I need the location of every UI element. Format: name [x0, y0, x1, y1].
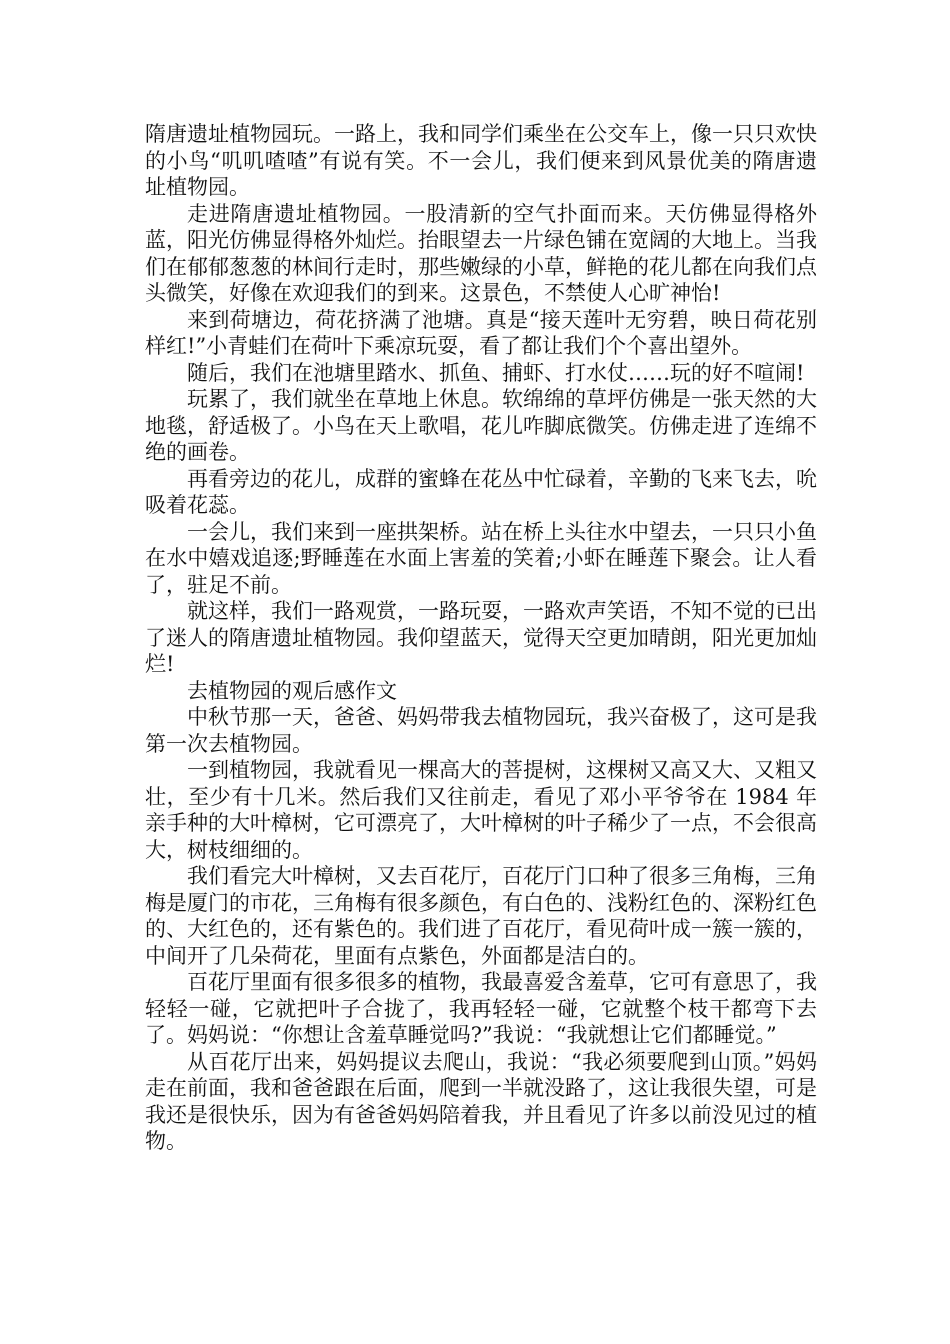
- paragraph-9: 中秋节那一天，爸爸、妈妈带我去植物园玩，我兴奋极了，这可是我第一次去植物园。: [145, 705, 817, 756]
- paragraph-2: 走进隋唐遗址植物园。一股清新的空气扑面而来。天仿佛显得格外蓝，阳光仿佛显得格外灿烂。抬眼望去一片绿色铺在宽阔的大地上。当我们在郁郁葱葱的林间行走时，那些嫩绿的小草，鲜艳的花儿都在向我们点头微笑，好像在欢迎我们的到来。这景色，不禁使人心旷神怡!: [145, 201, 817, 305]
- paragraph-11: 我们看完大叶樟树，又去百花厅，百花厅门口种了很多三角梅，三角梅是厦门的市花，三角梅有很多颜色，有白色的、浅粉红色的、深粉红色的、大红色的，还有紫色的。我们进了百花厅，看见荷叶成一簇一簇的，中间开了几朵荷花，里面有点紫色，外面都是洁白的。: [145, 864, 817, 968]
- document-body: [145, 121, 817, 1155]
- paragraph-8: 就这样，我们一路观赏，一路玩耍，一路欢声笑语，不知不觉的已出了迷人的隋唐遗址植物园。我仰望蓝天，觉得天空更加晴朗，阳光更加灿烂!: [145, 599, 817, 676]
- paragraph-6: 再看旁边的花儿，成群的蜜蜂在花丛中忙碌着，辛勤的飞来飞去，吮吸着花蕊。: [145, 466, 817, 517]
- paragraph-3: 来到荷塘边，荷花挤满了池塘。真是“接天莲叶无穷碧，映日荷花别样红!”小青蛙们在荷叶下乘凉玩耍，看了都让我们个个喜出望外。: [145, 307, 817, 358]
- paragraph-13: 从百花厅出来，妈妈提议去爬山，我说：“我必须要爬到山顶。”妈妈走在前面，我和爸爸跟在后面，爬到一半就没路了，这让我很失望，可是我还是很快乐，因为有爸爸妈妈陪着我，并且看见了许多以前没见过的植物。: [145, 1049, 817, 1153]
- paragraph-7: 一会儿，我们来到一座拱架桥。站在桥上头往水中望去，一只只小鱼在水中嬉戏追逐;野睡莲在水面上害羞的笑着;小虾在睡莲下聚会。让人看了，驻足不前。: [145, 519, 817, 597]
- section-title: 去植物园的观后感作文: [187, 678, 397, 703]
- paragraph-1: 隋唐遗址植物园玩。一路上，我和同学们乘坐在公交车上，像一只只欢快的小鸟“叽叽喳喳”有说有笑。不一会儿，我们便来到风景优美的隋唐遗址植物园。: [145, 122, 817, 199]
- paragraph-4: 随后，我们在池塘里踏水、抓鱼、捕虾、打水仗……玩的好不喧闹!: [187, 360, 805, 385]
- paragraph-10: 一到植物园，我就看见一棵高大的菩提树，这棵树又高又大、又粗又壮，至少有十几米。然后我们又往前走，看见了邓小平爷爷在 1984 年亲手种的大叶樟树，它可漂亮了，大叶樟树的叶子稀少了一点，不会很高大，树枝细细的。: [145, 758, 817, 862]
- paragraph-12: 百花厅里面有很多很多的植物，我最喜爱含羞草，它可有意思了，我轻轻一碰，它就把叶子合拢了，我再轻轻一碰，它就整个枝干都弯下去了。妈妈说：“你想让含羞草睡觉吗?”我说：“我就想让它们都睡觉。”: [145, 970, 817, 1047]
- paragraph-5: 玩累了，我们就坐在草地上休息。软绵绵的草坪仿佛是一张天然的大地毯，舒适极了。小鸟在天上歌唱，花儿咋脚底微笑。仿佛走进了连绵不绝的画卷。: [145, 387, 817, 464]
